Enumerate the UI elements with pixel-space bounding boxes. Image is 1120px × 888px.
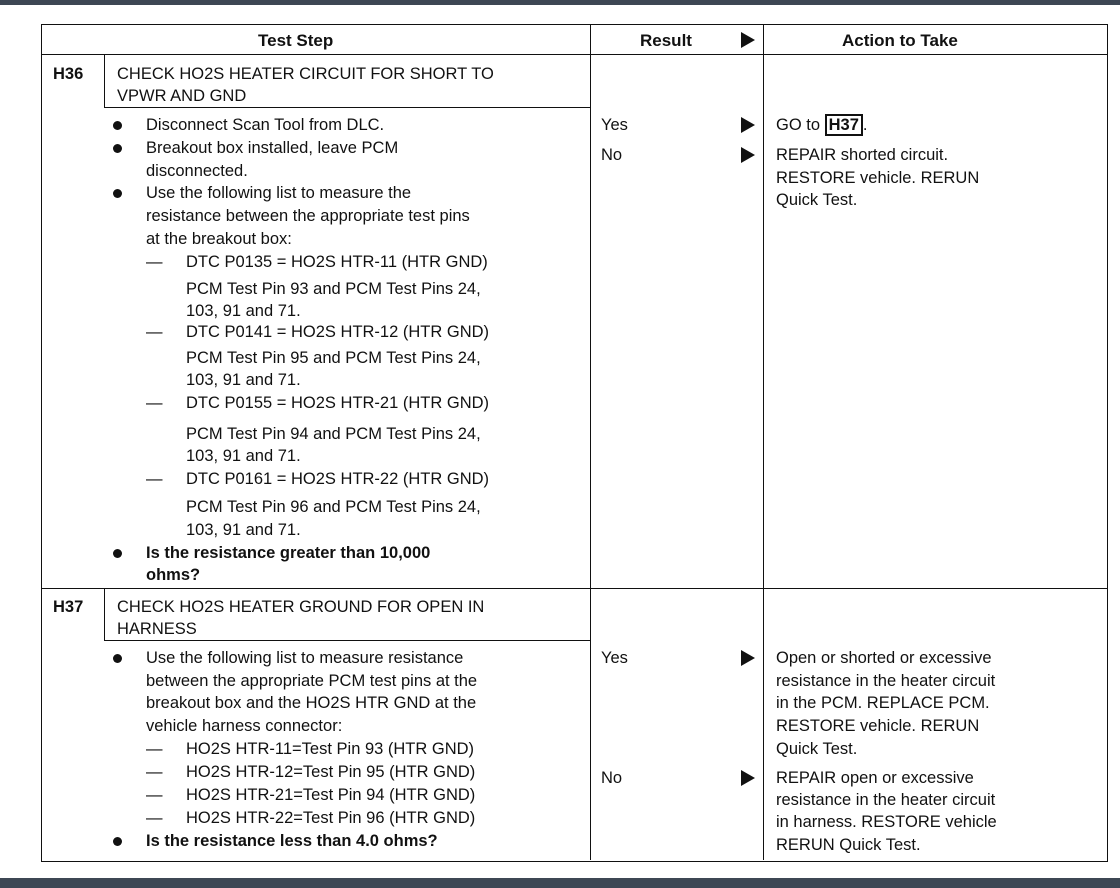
arrow-icon — [741, 117, 755, 133]
bullet-icon — [113, 121, 122, 130]
question: Is the resistance greater than 10,000 — [146, 544, 431, 562]
action-text: in harness. RESTORE vehicle — [776, 813, 997, 831]
step-text: Breakout box installed, leave PCM — [146, 139, 399, 157]
bullet-icon — [113, 549, 122, 558]
step-text: at the breakout box: — [146, 230, 292, 248]
divider — [763, 24, 764, 860]
dtc-pins: PCM Test Pin 96 and PCM Test Pins 24, — [186, 498, 481, 516]
header-action: Action to Take — [842, 31, 958, 50]
action-text: resistance in the heater circuit — [776, 791, 996, 809]
pin-item: HO2S HTR-12=Test Pin 95 (HTR GND) — [186, 763, 476, 781]
dtc-pins: 103, 91 and 71. — [186, 447, 301, 465]
dtc-pins: PCM Test Pin 94 and PCM Test Pins 24, — [186, 425, 481, 443]
divider — [41, 588, 1107, 589]
step-title: CHECK HO2S HEATER CIRCUIT FOR SHORT TO — [117, 65, 494, 83]
dash: — — [146, 253, 163, 271]
header-result: Result — [640, 31, 692, 50]
dash: — — [146, 786, 163, 804]
dtc-item: DTC P0141 = HO2S HTR-12 (HTR GND) — [186, 323, 490, 341]
action-text: Open or shorted or excessive — [776, 649, 992, 667]
step-text: Use the following list to measure resistance — [146, 649, 464, 667]
action-text: REPAIR open or excessive — [776, 769, 974, 787]
divider — [104, 54, 105, 108]
question: ohms? — [146, 566, 201, 584]
step-title: CHECK HO2S HEATER GROUND FOR OPEN IN — [117, 598, 485, 616]
step-code: H37 — [53, 598, 84, 616]
arrow-icon — [741, 770, 755, 786]
action-text: resistance in the heater circuit — [776, 672, 996, 690]
action-text: in the PCM. REPLACE PCM. — [776, 694, 990, 712]
question: Is the resistance less than 4.0 ohms? — [146, 832, 438, 850]
divider — [590, 24, 591, 860]
step-text: Disconnect Scan Tool from DLC. — [146, 116, 385, 134]
bullet-icon — [113, 837, 122, 846]
pin-item: HO2S HTR-21=Test Pin 94 (HTR GND) — [186, 786, 476, 804]
step-text: resistance between the appropriate test pins — [146, 207, 470, 225]
bullet-icon — [113, 189, 122, 198]
action-text: Quick Test. — [776, 740, 858, 758]
step-text: breakout box and the HO2S HTR GND at the — [146, 694, 477, 712]
arrow-icon — [741, 650, 755, 666]
action-text: RESTORE vehicle. RERUN — [776, 717, 980, 735]
dash: — — [146, 809, 163, 827]
dtc-pins: 103, 91 and 71. — [186, 302, 301, 320]
step-text: disconnected. — [146, 162, 248, 180]
pin-item: HO2S HTR-22=Test Pin 96 (HTR GND) — [186, 809, 476, 827]
dtc-pins: 103, 91 and 71. — [186, 521, 301, 539]
action-yes — [776, 115, 867, 135]
dash: — — [146, 763, 163, 781]
divider — [104, 107, 590, 108]
divider — [104, 588, 105, 640]
action-text: RESTORE vehicle. RERUN — [776, 169, 980, 187]
result-no: No — [601, 769, 623, 787]
dtc-item: DTC P0135 = HO2S HTR-11 (HTR GND) — [186, 253, 488, 271]
bottom-bar — [0, 878, 1120, 888]
result-yes: Yes — [601, 649, 628, 667]
dtc-pins: PCM Test Pin 95 and PCM Test Pins 24, — [186, 349, 481, 367]
step-title: HARNESS — [117, 620, 197, 638]
dash: — — [146, 740, 163, 758]
dtc-item: DTC P0161 = HO2S HTR-22 (HTR GND) — [186, 470, 490, 488]
divider — [104, 640, 590, 641]
action-text: Quick Test. — [776, 191, 858, 209]
step-text: vehicle harness connector: — [146, 717, 343, 735]
dtc-item: DTC P0155 = HO2S HTR-21 (HTR GND) — [186, 394, 490, 412]
action-text: REPAIR shorted circuit. — [776, 146, 949, 164]
arrow-icon — [741, 147, 755, 163]
action-text: GO to — [776, 116, 821, 134]
dtc-pins: PCM Test Pin 93 and PCM Test Pins 24, — [186, 280, 481, 298]
dtc-pins: 103, 91 and 71. — [186, 371, 301, 389]
result-no: No — [601, 146, 623, 164]
step-text: Use the following list to measure the — [146, 184, 412, 202]
dash: — — [146, 394, 163, 412]
pin-item: HO2S HTR-11=Test Pin 93 (HTR GND) — [186, 740, 475, 758]
result-yes: Yes — [601, 116, 628, 134]
action-text: RERUN Quick Test. — [776, 836, 921, 854]
dash: — — [146, 323, 163, 341]
bullet-icon — [113, 654, 122, 663]
dash: — — [146, 470, 163, 488]
action-text: . — [862, 116, 868, 134]
arrow-icon — [741, 32, 755, 48]
header-test-step: Test Step — [258, 31, 334, 50]
step-code: H36 — [53, 65, 84, 83]
bullet-icon — [113, 144, 122, 153]
step-text: between the appropriate PCM test pins at the — [146, 672, 478, 690]
step-link-h37[interactable]: H37 — [825, 114, 863, 136]
top-bar — [0, 0, 1120, 5]
step-title: VPWR AND GND — [117, 87, 247, 105]
divider — [41, 54, 1107, 55]
